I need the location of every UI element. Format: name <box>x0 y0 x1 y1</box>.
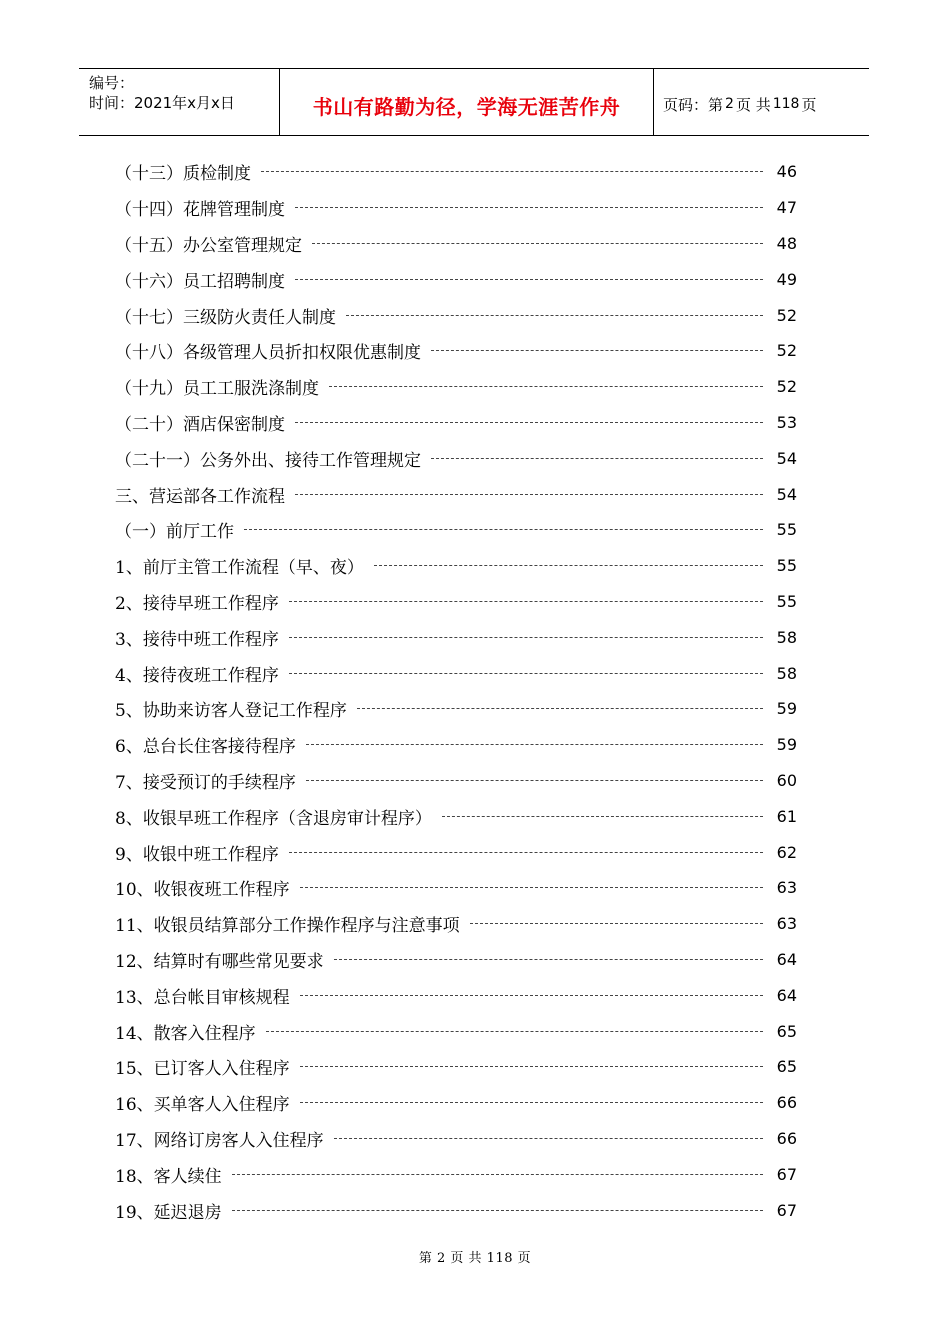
toc-entry-label: 8、收银早班工作程序（含退房审计程序） <box>115 808 432 829</box>
toc-leader-dashes <box>431 350 763 353</box>
toc-leader-dashes <box>300 995 763 998</box>
toc-entry[interactable] <box>115 834 797 870</box>
toc-entry-label: （十五）办公室管理规定 <box>115 235 302 256</box>
toc-entry-label: 16、买单客人入住程序 <box>115 1095 290 1116</box>
toc-entry[interactable] <box>115 1013 797 1049</box>
toc-entry-page: 58 <box>776 627 797 647</box>
toc-entry-page: 47 <box>776 198 797 218</box>
toc-entry-page: 55 <box>776 591 797 611</box>
toc-entry-label: 4、接待夜班工作程序 <box>115 665 279 686</box>
toc-entry[interactable] <box>115 512 797 548</box>
toc-entry-page: 54 <box>776 448 797 468</box>
toc-entry-label: 19、延迟退房 <box>115 1202 222 1223</box>
toc-entry-label: （十八）各级管理人员折扣权限优惠制度 <box>115 343 421 364</box>
toc-entry[interactable] <box>115 691 797 727</box>
toc-entry-label: 12、结算时有哪些常见要求 <box>115 951 324 972</box>
toc-leader-dashes <box>334 1138 763 1141</box>
toc-leader-dashes <box>357 708 763 711</box>
toc-entry-label: 2、接待早班工作程序 <box>115 593 279 614</box>
toc-entry-label: 9、收银中班工作程序 <box>115 844 279 865</box>
toc-entry-page: 65 <box>776 1021 797 1041</box>
toc-entry-page: 67 <box>776 1200 797 1220</box>
toc-leader-dashes <box>289 673 763 676</box>
toc-leader-dashes <box>289 601 763 604</box>
toc-entry-page: 48 <box>776 233 797 253</box>
toc-entry-page: 66 <box>776 1093 797 1113</box>
toc-entry[interactable] <box>115 1049 797 1085</box>
toc-leader-dashes <box>306 780 763 783</box>
header-motto: 书山有路勤为径，学海无涯苦作舟 <box>280 69 654 135</box>
toc-entry-page: 53 <box>776 412 797 432</box>
toc-leader-dashes <box>431 458 763 461</box>
toc-entry-page: 63 <box>776 878 797 898</box>
header-meta <box>79 69 280 135</box>
toc-entry-label: 1、前厅主管工作流程（早、夜） <box>115 558 364 579</box>
page-mid: 页 共 <box>735 95 771 114</box>
document-number-label: 编号： <box>89 74 135 92</box>
toc-entry-page: 59 <box>776 735 797 755</box>
toc-entry-label: 15、已订客人入住程序 <box>115 1059 290 1080</box>
toc-entry-page: 52 <box>776 377 797 397</box>
toc-entry-page: 55 <box>776 520 797 540</box>
toc-leader-dashes <box>306 744 763 747</box>
toc-entry[interactable] <box>115 476 797 512</box>
toc-leader-dashes <box>232 1174 763 1177</box>
toc-entry-label: （二十）酒店保密制度 <box>115 414 285 435</box>
page-total: 118 <box>772 96 800 112</box>
toc-entry-page: 61 <box>776 806 797 826</box>
toc-entry-label: 11、收银员结算部分工作操作程序与注意事项 <box>115 916 460 937</box>
toc-entry-label: 17、网络订房客人入住程序 <box>115 1130 324 1151</box>
toc-entry-page: 64 <box>776 985 797 1005</box>
toc-entry-page: 46 <box>776 162 797 182</box>
toc-entry-page: 49 <box>776 269 797 289</box>
toc-entry-page: 62 <box>776 842 797 862</box>
toc-entry[interactable] <box>115 261 797 297</box>
toc-leader-dashes <box>295 494 763 497</box>
page-footer: 第 2 页 共 118 页 <box>418 1251 532 1266</box>
toc-entry-label: （十三）质检制度 <box>115 164 251 185</box>
toc-entry[interactable] <box>115 906 797 942</box>
toc-entry[interactable] <box>115 333 797 369</box>
toc-leader-dashes <box>300 1102 763 1105</box>
toc-entry-page: 59 <box>776 699 797 719</box>
toc-entry-page: 52 <box>776 341 797 361</box>
toc-entry[interactable] <box>115 727 797 763</box>
toc-entry-label: 14、散客入住程序 <box>115 1023 256 1044</box>
toc-leader-dashes <box>334 959 763 962</box>
table-of-contents <box>115 154 797 1228</box>
toc-entry-page: 54 <box>776 484 797 504</box>
toc-entry[interactable] <box>115 190 797 226</box>
toc-entry-label: （十七）三级防火责任人制度 <box>115 307 336 328</box>
toc-entry[interactable] <box>115 154 797 190</box>
toc-entry[interactable] <box>115 584 797 620</box>
toc-entry[interactable] <box>115 226 797 262</box>
toc-leader-dashes <box>329 386 763 389</box>
toc-entry[interactable] <box>115 977 797 1013</box>
toc-leader-dashes <box>312 243 763 246</box>
toc-entry[interactable] <box>115 798 797 834</box>
toc-entry-page: 63 <box>776 914 797 934</box>
toc-entry-label: （十九）员工工服洗涤制度 <box>115 379 319 400</box>
toc-entry-label: 三、营运部各工作流程 <box>115 486 285 507</box>
toc-entry-label: 10、收银夜班工作程序 <box>115 880 290 901</box>
toc-leader-dashes <box>295 207 763 210</box>
toc-entry-page: 55 <box>776 556 797 576</box>
toc-entry[interactable] <box>115 297 797 333</box>
toc-leader-dashes <box>232 1210 763 1213</box>
toc-entry-page: 66 <box>776 1128 797 1148</box>
toc-entry-label: 6、总台长住客接待程序 <box>115 737 296 758</box>
toc-entry-page: 60 <box>776 770 797 790</box>
toc-entry[interactable] <box>115 1156 797 1192</box>
document-time: 时间：2021年x月x日 <box>89 94 235 112</box>
toc-entry[interactable] <box>115 942 797 978</box>
toc-entry-label: （十四）花牌管理制度 <box>115 200 285 221</box>
toc-entry[interactable] <box>115 619 797 655</box>
toc-entry[interactable] <box>115 655 797 691</box>
toc-leader-dashes <box>300 887 763 890</box>
toc-entry-label: 5、协助来访客人登记工作程序 <box>115 701 347 722</box>
toc-entry-page: 64 <box>776 949 797 969</box>
page-current: 2 <box>725 96 734 112</box>
toc-leader-dashes <box>300 1066 763 1069</box>
header-page-info <box>654 69 869 135</box>
toc-entry-label: 18、客人续住 <box>115 1166 222 1187</box>
toc-entry-label: （十六）员工招聘制度 <box>115 271 285 292</box>
toc-leader-dashes <box>261 171 763 174</box>
toc-leader-dashes <box>470 923 763 926</box>
toc-entry[interactable] <box>115 763 797 799</box>
toc-entry-label: 13、总台帐目审核规程 <box>115 987 290 1008</box>
toc-entry-page: 52 <box>776 305 797 325</box>
page-header <box>79 68 869 136</box>
toc-leader-dashes <box>374 565 763 568</box>
toc-leader-dashes <box>289 637 763 640</box>
toc-leader-dashes <box>295 279 763 282</box>
toc-entry[interactable] <box>115 870 797 906</box>
toc-entry-label: 3、接待中班工作程序 <box>115 629 279 650</box>
toc-leader-dashes <box>266 1031 763 1034</box>
toc-entry-label: 7、接受预订的手续程序 <box>115 772 296 793</box>
toc-leader-dashes <box>244 529 763 532</box>
page-suffix: 页 <box>801 95 817 114</box>
toc-entry[interactable] <box>115 1121 797 1157</box>
page-prefix: 页码：第 <box>663 95 724 114</box>
toc-leader-dashes <box>346 315 763 318</box>
toc-entry[interactable] <box>115 405 797 441</box>
toc-leader-dashes <box>289 852 763 855</box>
toc-entry[interactable] <box>115 1192 797 1228</box>
toc-entry[interactable] <box>115 1085 797 1121</box>
toc-entry-page: 67 <box>776 1164 797 1184</box>
toc-entry-label: （二十一）公务外出、接待工作管理规定 <box>115 450 421 471</box>
toc-entry-page: 65 <box>776 1057 797 1077</box>
toc-entry-page: 58 <box>776 663 797 683</box>
toc-entry[interactable] <box>115 440 797 476</box>
toc-entry[interactable] <box>115 369 797 405</box>
toc-entry[interactable] <box>115 548 797 584</box>
toc-entry-label: （一）前厅工作 <box>115 522 234 543</box>
toc-leader-dashes <box>295 422 763 425</box>
toc-leader-dashes <box>442 816 763 819</box>
